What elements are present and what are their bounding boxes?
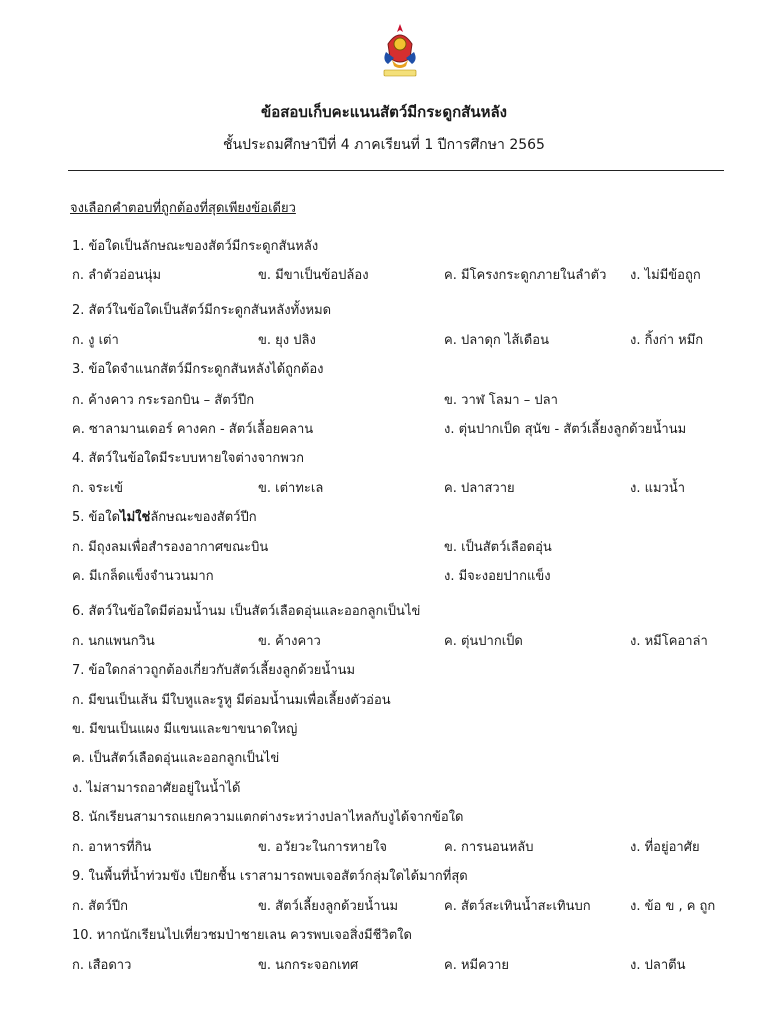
q6-option-a[interactable]: ก. นกแพนกวิน xyxy=(72,634,155,649)
q8-option-d[interactable]: ง. ที่อยู่อาศัย xyxy=(630,840,700,855)
q1-option-b[interactable]: ข. มีขาเป็นข้อปล้อง xyxy=(258,268,369,283)
header-divider xyxy=(68,170,724,171)
q9-option-c[interactable]: ค. สัตว์สะเทินน้ำสะเทินบก xyxy=(444,899,591,914)
question-5-prefix: 5. ข้อใด xyxy=(72,510,121,525)
q8-option-a[interactable]: ก. อาหารที่กิน xyxy=(72,840,152,855)
q2-option-a[interactable]: ก. งู เต่า xyxy=(72,333,119,348)
exam-title: ข้อสอบเก็บคะแนนสัตว์มีกระดูกสันหลัง xyxy=(261,103,507,121)
question-4: 4. สัตว์ในข้อใดมีระบบหายใจต่างจากพวก xyxy=(72,451,305,466)
question-9: 9. ในพื้นที่น้ำท่วมขัง เปียกชื้น เราสามารถพบเจอสัตว์กลุ่มใดได้มากที่สุด xyxy=(72,869,468,884)
instruction: จงเลือกคำตอบที่ถูกต้องที่สุดเพียงข้อเดียว xyxy=(70,201,296,216)
q4-option-d[interactable]: ง. แมวน้ำ xyxy=(630,481,686,496)
question-1: 1. ข้อใดเป็นลักษณะของสัตว์มีกระดูกสันหลัง xyxy=(72,239,319,254)
q9-option-d[interactable]: ง. ข้อ ข , ค ถูก xyxy=(630,899,716,914)
q5-option-a[interactable]: ก. มีถุงลมเพื่อสำรองอากาศขณะบิน xyxy=(72,540,269,555)
question-5-suffix: ลักษณะของสัตว์ปีก xyxy=(150,510,257,525)
q10-option-d[interactable]: ง. ปลาตีน xyxy=(630,958,686,973)
question-8: 8. นักเรียนสามารถแยกความแตกต่างระหว่างปลาไหลกับงูได้จากข้อใด xyxy=(72,810,464,825)
q2-option-d[interactable]: ง. กิ้งก่า หมึก xyxy=(630,333,704,348)
q10-option-c[interactable]: ค. หมีควาย xyxy=(444,958,510,973)
q2-option-c[interactable]: ค. ปลาดุก ไส้เดือน xyxy=(444,333,549,348)
q2-option-b[interactable]: ข. ยุง ปลิง xyxy=(258,333,316,348)
q5-option-b[interactable]: ข. เป็นสัตว์เลือดอุ่น xyxy=(444,540,552,555)
q6-option-d[interactable]: ง. หมีโคอาล่า xyxy=(630,634,708,649)
q10-option-a[interactable]: ก. เสือดาว xyxy=(72,958,132,973)
question-6: 6. สัตว์ในข้อใดมีต่อมน้ำนม เป็นสัตว์เลือดอุ่นและออกลูกเป็นไข่ xyxy=(72,604,421,619)
question-2: 2. สัตว์ในข้อใดเป็นสัตว์มีกระดูกสันหลังทั้งหมด xyxy=(72,303,332,318)
q1-option-a[interactable]: ก. ลำตัวอ่อนนุ่ม xyxy=(72,268,162,283)
question-5 xyxy=(72,506,257,527)
q4-option-a[interactable]: ก. จระเข้ xyxy=(72,481,124,496)
q4-option-c[interactable]: ค. ปลาสวาย xyxy=(444,481,515,496)
q7-option-a[interactable]: ก. มีขนเป็นเส้น มีใบหูและรูหู มีต่อมน้ำนมเพื่อเลี้ยงตัวอ่อน xyxy=(72,693,391,708)
question-7: 7. ข้อใดกล่าวถูกต้องเกี่ยวกับสัตว์เลี้ยงลูกด้วยน้ำนม xyxy=(72,663,356,678)
q1-option-d[interactable]: ง. ไม่มีข้อถูก xyxy=(630,268,701,283)
q4-option-b[interactable]: ข. เต่าทะเล xyxy=(258,481,324,496)
q3-option-c[interactable]: ค. ซาลามานเดอร์ คางคก - สัตว์เลื้อยคลาน xyxy=(72,422,314,437)
exam-subtitle: ชั้นประถมศึกษาปีที่ 4 ภาคเรียนที่ 1 ปีการศึกษา 2565 xyxy=(223,137,545,153)
question-3: 3. ข้อใดจำแนกสัตว์มีกระดูกสันหลังได้ถูกต้อง xyxy=(72,362,324,377)
q9-option-b[interactable]: ข. สัตว์เลี้ยงลูกด้วยน้ำนม xyxy=(258,899,399,914)
q9-option-a[interactable]: ก. สัตว์ปีก xyxy=(72,899,128,914)
q3-option-b[interactable]: ข. วาฬ โลมา – ปลา xyxy=(444,393,558,408)
q7-option-b[interactable]: ข. มีขนเป็นแผง มีแขนและขาขนาดใหญ่ xyxy=(72,722,298,737)
q5-option-d[interactable]: ง. มีจะงอยปากแข็ง xyxy=(444,569,551,584)
school-logo xyxy=(380,22,420,80)
question-10: 10. หากนักเรียนไปเที่ยวชมป่าชายเลน ควรพบเจอสิ่งมีชีวิตใด xyxy=(72,928,412,943)
q5-option-c[interactable]: ค. มีเกล็ดแข็งจำนวนมาก xyxy=(72,569,214,584)
q7-option-d[interactable]: ง. ไม่สามารถอาศัยอยู่ในน้ำได้ xyxy=(72,781,241,796)
q8-option-b[interactable]: ข. อวัยวะในการหายใจ xyxy=(258,840,387,855)
q10-option-b[interactable]: ข. นกกระจอกเทศ xyxy=(258,958,359,973)
q8-option-c[interactable]: ค. การนอนหลับ xyxy=(444,840,534,855)
question-5-negation: ไม่ใช่ xyxy=(120,510,151,525)
q1-option-c[interactable]: ค. มีโครงกระดูกภายในลำตัว xyxy=(444,268,607,283)
q6-option-b[interactable]: ข. ค้างคาว xyxy=(258,634,321,649)
q3-option-d[interactable]: ง. ตุ่นปากเป็ด สุนัข - สัตว์เลี้ยงลูกด้วยน้ำนม xyxy=(444,422,687,437)
q3-option-a[interactable]: ก. ค้างคาว กระรอกบิน – สัตว์ปีก xyxy=(72,393,255,408)
q6-option-c[interactable]: ค. ตุ่นปากเป็ด xyxy=(444,634,523,649)
q7-option-c[interactable]: ค. เป็นสัตว์เลือดอุ่นและออกลูกเป็นไข่ xyxy=(72,751,280,766)
